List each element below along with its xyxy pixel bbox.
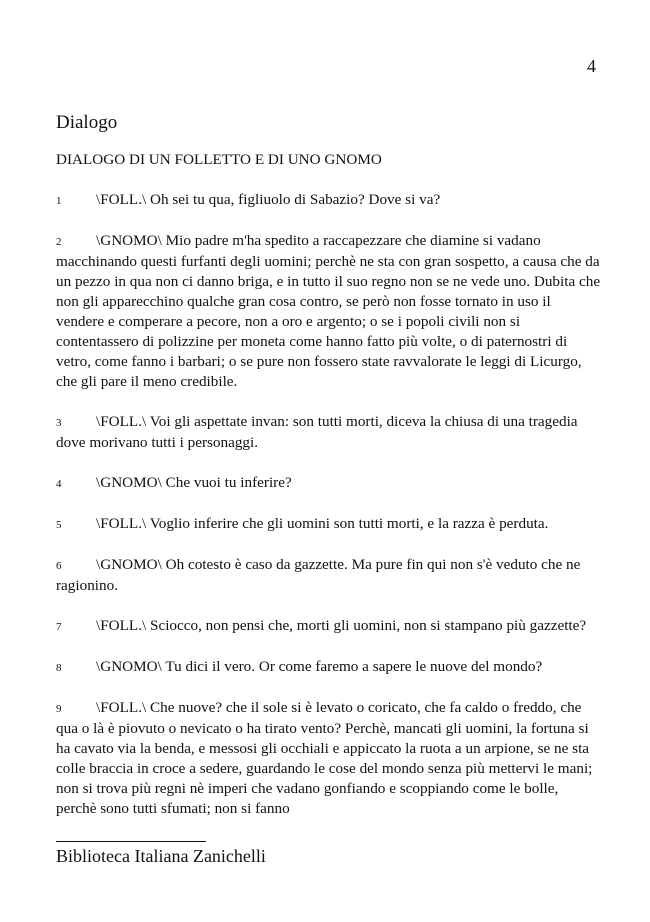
paragraph-text: \GNOMO\ Che vuoi tu inferire? (96, 474, 292, 491)
paragraph-text: \GNOMO\ Oh cotesto è caso da gazzette. Ma pure fin qui non s'è veduto che ne ragionino. (56, 556, 581, 594)
footer-divider (56, 841, 206, 842)
paragraph (56, 698, 601, 819)
paragraph-number: 9 (56, 703, 62, 715)
paragraph (56, 616, 601, 637)
paragraph-text: \FOLL.\ Voglio inferire che gli uomini son tutti morti, e la razza è perduta. (96, 515, 549, 532)
paragraph-text: \GNOMO\ Mio padre m'ha spedito a raccapezzare che diamine si vadano macchinando questi furfanti degli uomini; perchè ne sta con gran sospetto, a causa che da un pezzo in qua non ci danno briga, e in tutto il suo regno non se ne vede uno. Dubita che non gli apparecchino qualche gran cosa contro, se però non fosse tornato in uso il vendere e comperare a pecore, non a oro e argento; o se i popoli civili non si contentassero di polizzine per moneta come hanno fatto più volte, o di paternostri di vetro, come fanno i barbari; o se pure non fossero state ravvalorate le leggi di Licurgo, che gli pare il meno credibile. (56, 232, 601, 390)
paragraph (56, 657, 601, 678)
paragraph-text: \FOLL.\ Oh sei tu qua, figliuolo di Sabazio? Dove si va? (96, 191, 441, 208)
paragraph-text: \GNOMO\ Tu dici il vero. Or come faremo a sapere le nuove del mondo? (96, 658, 543, 675)
paragraph-text: \FOLL.\ Voi gli aspettate invan: son tutti morti, diceva la chiusa di una tragedia dove morivano tutti i personaggi. (56, 413, 578, 451)
paragraph (56, 412, 601, 453)
page-number: 4 (587, 56, 596, 76)
paragraph (56, 514, 601, 535)
paragraph-number: 3 (56, 417, 62, 429)
paragraph (56, 190, 601, 211)
paragraph-number: 4 (56, 478, 62, 490)
paragraph-number: 2 (56, 236, 62, 248)
paragraph-text: \FOLL.\ Che nuove? che il sole si è levato o coricato, che fa caldo o freddo, che qua o là è piovuto o nevicato o ha tirato vento? Perchè, mancati gli uomini, la fortuna si ha cavato via la benda, e messosi gli occhiali e appiccato la ruota a un arpione, se ne sta colle braccia in croce a sedere, guardando le cose del mondo senza più mettervi le mani; non si trova più regni nè imperi che vadano gonfiando e scoppiando come le bolle, perchè sono tutti sfumati; non si fanno (56, 699, 593, 817)
document-title: DIALOGO DI UN FOLLETTO E DI UNO GNOMO (56, 151, 382, 168)
paragraph-text: \FOLL.\ Sciocco, non pensi che, morti gli uomini, non si stampano più gazzette? (96, 617, 587, 634)
section-title: Dialogo (56, 112, 118, 133)
paragraph-number: 5 (56, 519, 62, 531)
paragraph (56, 473, 601, 494)
paragraph-number: 7 (56, 621, 62, 633)
paragraph-number: 6 (56, 560, 62, 572)
paragraph-number: 8 (56, 662, 62, 674)
paragraph (56, 231, 601, 392)
text-body (56, 150, 601, 839)
footer-text: Biblioteca Italiana Zanichelli (56, 846, 266, 866)
paragraph-number: 1 (56, 195, 62, 207)
paragraph (56, 555, 601, 596)
